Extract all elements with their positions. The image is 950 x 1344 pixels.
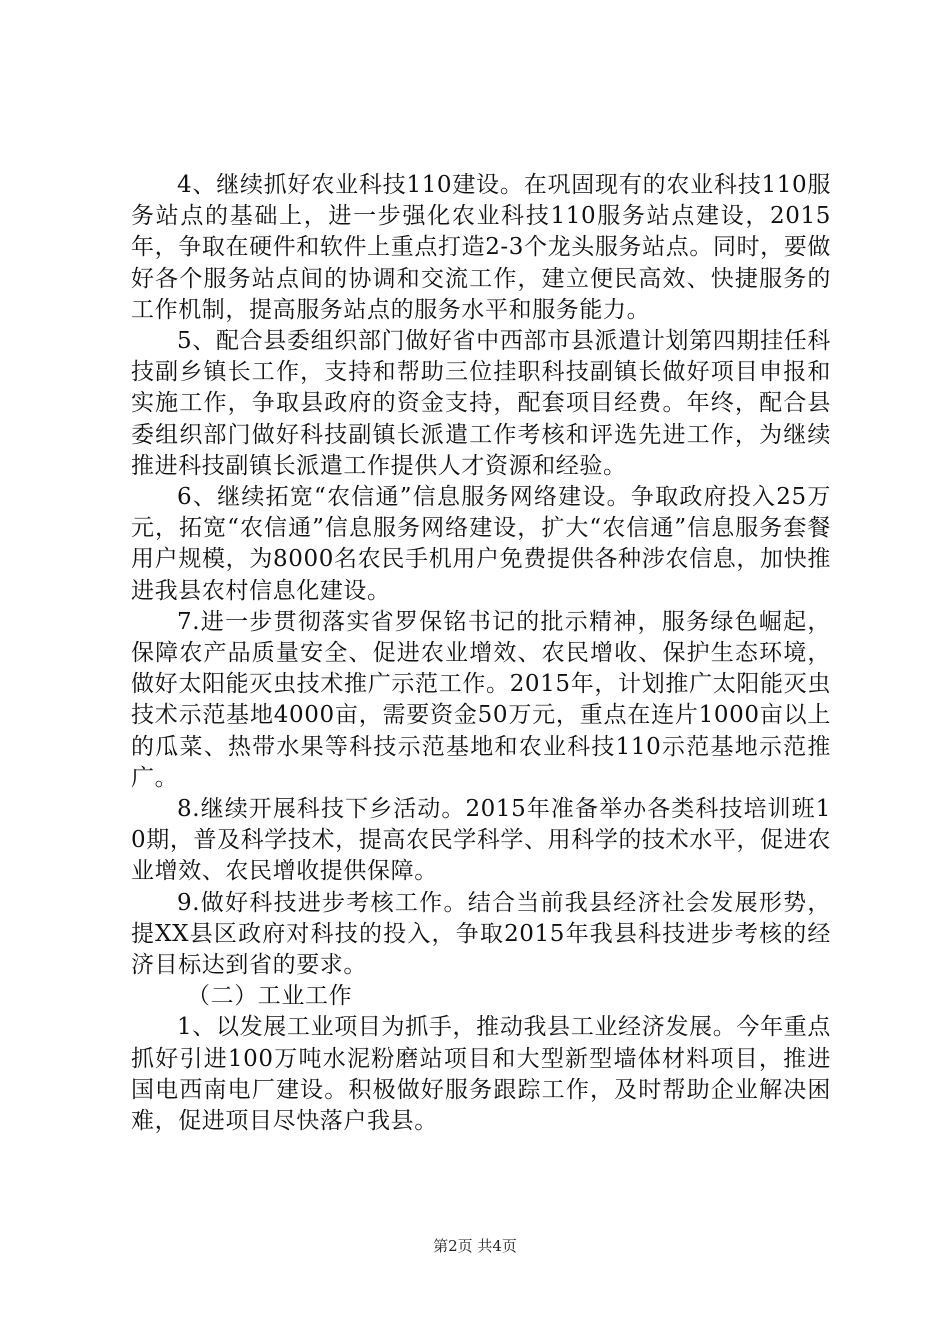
page-number-footer: 第2页 共4页 xyxy=(433,1237,517,1255)
paragraph-item-7: 7.进一步贯彻落实省罗保铭书记的批示精神，服务绿色崛起，保障农产品质量安全、促进农业增效、农民增收、保护生态环境，做好太阳能灭虫技术推广示范工作。2015年，计划推广太阳能灭虫技术示范基地4000亩，需要资金50万元，重点在连片1000亩以上的瓜菜、热带水果等科技示范基地和农业科技110示范基地示范推广。 xyxy=(131,608,831,791)
paragraph-item-4: 4、继续抓好农业科技110建设。在巩固现有的农业科技110服务站点的基础上，进一步强化农业科技110服务站点建设，2015年，争取在硬件和软件上重点打造2-3个龙头服务站点。同时，要做好各个服务站点间的协调和交流工作，建立便民高效、快捷服务的工作机制，提高服务站点的服务水平和服务能力。 xyxy=(131,172,831,323)
paragraph-item-8: 8.继续开展科技下乡活动。2015年准备举办各类科技培训班10期，普及科学技术，提高农民学科学、用科学的技术水平，促进农业增效、农民增收提供保障。 xyxy=(131,796,831,885)
paragraph-item-6: 6、继续拓宽“农信通”信息服务网络建设。争取政府投入25万元，拓宽“农信通”信息服务网络建设，扩大“农信通”信息服务套餐用户规模，为8000名农民手机用户免费提供各种涉农信息，加快推进我县农村信息化建设。 xyxy=(131,484,831,604)
document-body xyxy=(131,170,831,1137)
paragraph-item-5: 5、配合县委组织部门做好省中西部市县派遣计划第四期挂任科技副乡镇长工作，支持和帮助三位挂职科技副镇长做好项目申报和实施工作，争取县政府的资金支持，配套项目经费。年终，配合县委组织部门做好科技副镇长派遣工作考核和评选先进工作，为继续推进科技副镇长派遣工作提供人才资源和经验。 xyxy=(131,328,831,479)
paragraph-item-9: 9.做好科技进步考核工作。结合当前我县经济社会发展形势，提XX县区政府对科技的投入，争取2015年我县科技进步考核的经济目标达到省的要求。 xyxy=(131,889,831,979)
section-heading-industry: （二）工业工作 xyxy=(187,983,353,1010)
paragraph-industry-item-1: 1、以发展工业项目为抓手，推动我县工业经济发展。今年重点抓好引进100万吨水泥粉磨站项目和大型新型墙体材料项目，推进国电西南电厂建设。积极做好服务跟踪工作，及时帮助企业解决困难，促进项目尽快落户我县。 xyxy=(131,1014,831,1135)
